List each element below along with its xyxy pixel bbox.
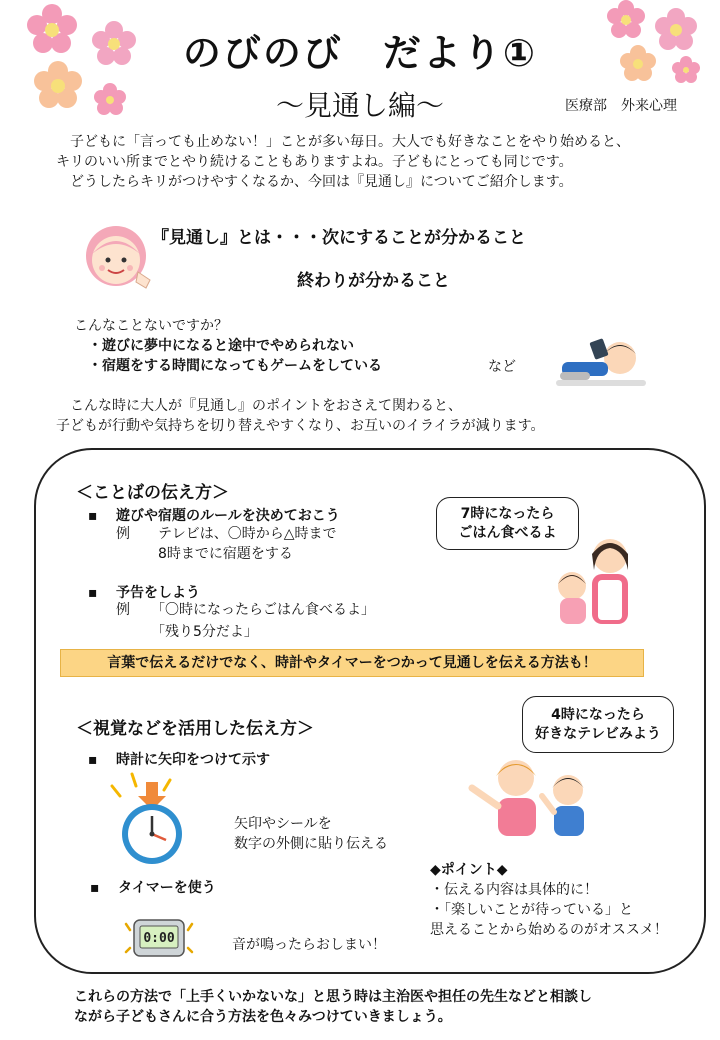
closing-paragraph [74, 987, 674, 1027]
point-line: ・「楽しいことが待っている」と [430, 902, 633, 918]
middle-line: こんな時に大人が『見通し』のポイントをおさえて関わると、 [56, 398, 462, 414]
intro-paragraph [56, 132, 696, 192]
visual-item-2 [90, 877, 216, 897]
bubble-line: ごはん食べるよ [458, 525, 557, 541]
parent-and-child-illustration [462, 750, 602, 836]
mother-and-child-illustration [548, 530, 640, 628]
clock-caption [234, 814, 388, 854]
newsletter-subtitle: ～見通し編～ [275, 89, 444, 122]
example-line: 例 「〇時になったらごはん食べるよ」 [116, 602, 375, 618]
definition-line-1: 『見通し』とは・・・次にすることが分かること [152, 228, 526, 248]
point-heading: ◆ポイント◆ [430, 862, 508, 878]
words-item-1-example [116, 524, 337, 564]
question-item: ・遊びに夢中になると途中でやめられない [88, 338, 354, 354]
point-line: 思えることから始めるのがオススメ！ [430, 922, 668, 938]
definition-line-2: 終わりが分かること [297, 271, 450, 291]
timer-caption: 音が鳴ったらおしまい！ [232, 937, 386, 953]
tip-banner: 言葉で伝えるだけでなく、時計やタイマーをつかって見通しを伝える方法も！ [60, 649, 644, 677]
middle-line: 子どもが行動や気持ちを切り替えやすくなり、お互いのイライラが減ります。 [56, 418, 545, 434]
words-item-1 [88, 505, 340, 525]
example-line: 例 テレビは、〇時から△時まで [116, 526, 337, 542]
question-block [74, 316, 382, 376]
bullet-mark: ▪ [90, 880, 100, 896]
department-label: 医療部 外来心理 [565, 98, 677, 114]
question-lead: こんなことないですか？ [74, 318, 228, 334]
visual-item-2-label: タイマーを使う [118, 880, 216, 896]
woman-face-illustration [78, 214, 158, 294]
bubble-line: 7時になったら [460, 506, 555, 522]
point-box [430, 860, 668, 940]
words-item-2-example [116, 599, 375, 643]
words-item-1-label: 遊びや宿題のルールを決めておこう [116, 508, 340, 524]
intro-line: どうしたらキリがつけやすくなるか、今回は『見通し』についてご紹介します。 [56, 174, 573, 190]
visual-item-1-label: 時計に矢印をつけて示す [116, 752, 270, 768]
example-line: 8時までに宿題をする [116, 546, 293, 562]
timer-display: 0:00 [143, 931, 175, 946]
question-item: ・宿題をする時間になってもゲームをしている [88, 358, 382, 374]
closing-line: ながら子どもさんに合う方法を色々みつけていきましょう。 [74, 1009, 452, 1025]
intro-line: キリのいい所までとやり続けることもありますよね。子どもにとっても同じです。 [56, 154, 573, 170]
speech-bubble-tv [522, 696, 674, 753]
newsletter-title: のびのび だより① [182, 31, 538, 75]
words-item-2-label: 予告をしよう [116, 585, 200, 601]
bullet-mark: ▪ [88, 508, 98, 524]
boy-playing-game-illustration [556, 332, 646, 388]
intro-line: 子どもに「言っても止めない！」ことが多い毎日。大人でも好きなことをやり始めると、 [56, 134, 630, 150]
middle-paragraph [56, 396, 696, 436]
point-line: ・伝える内容は具体的に！ [430, 882, 598, 898]
bullet-mark: ▪ [88, 752, 98, 768]
visual-section-heading: ＜視覚などを活用した伝え方＞ [76, 719, 314, 739]
bubble-line: 4時になったら [551, 707, 645, 723]
closing-line: これらの方法で「上手くいかないな」と思う時は主治医や担任の先生などと相談し [74, 989, 592, 1005]
example-line: 「残り5分だよ」 [116, 624, 258, 640]
caption-line: 数字の外側に貼り伝える [234, 836, 388, 852]
clock-with-arrow-illustration [98, 770, 198, 870]
bullet-mark: ▪ [88, 585, 98, 601]
visual-item-1 [88, 749, 270, 769]
timer-illustration [124, 906, 194, 966]
question-etc: など [488, 359, 516, 375]
bubble-line: 好きなテレビみよう [535, 726, 661, 742]
words-section-heading: ＜ことばの伝え方＞ [76, 483, 229, 503]
caption-line: 矢印やシールを [234, 816, 332, 832]
